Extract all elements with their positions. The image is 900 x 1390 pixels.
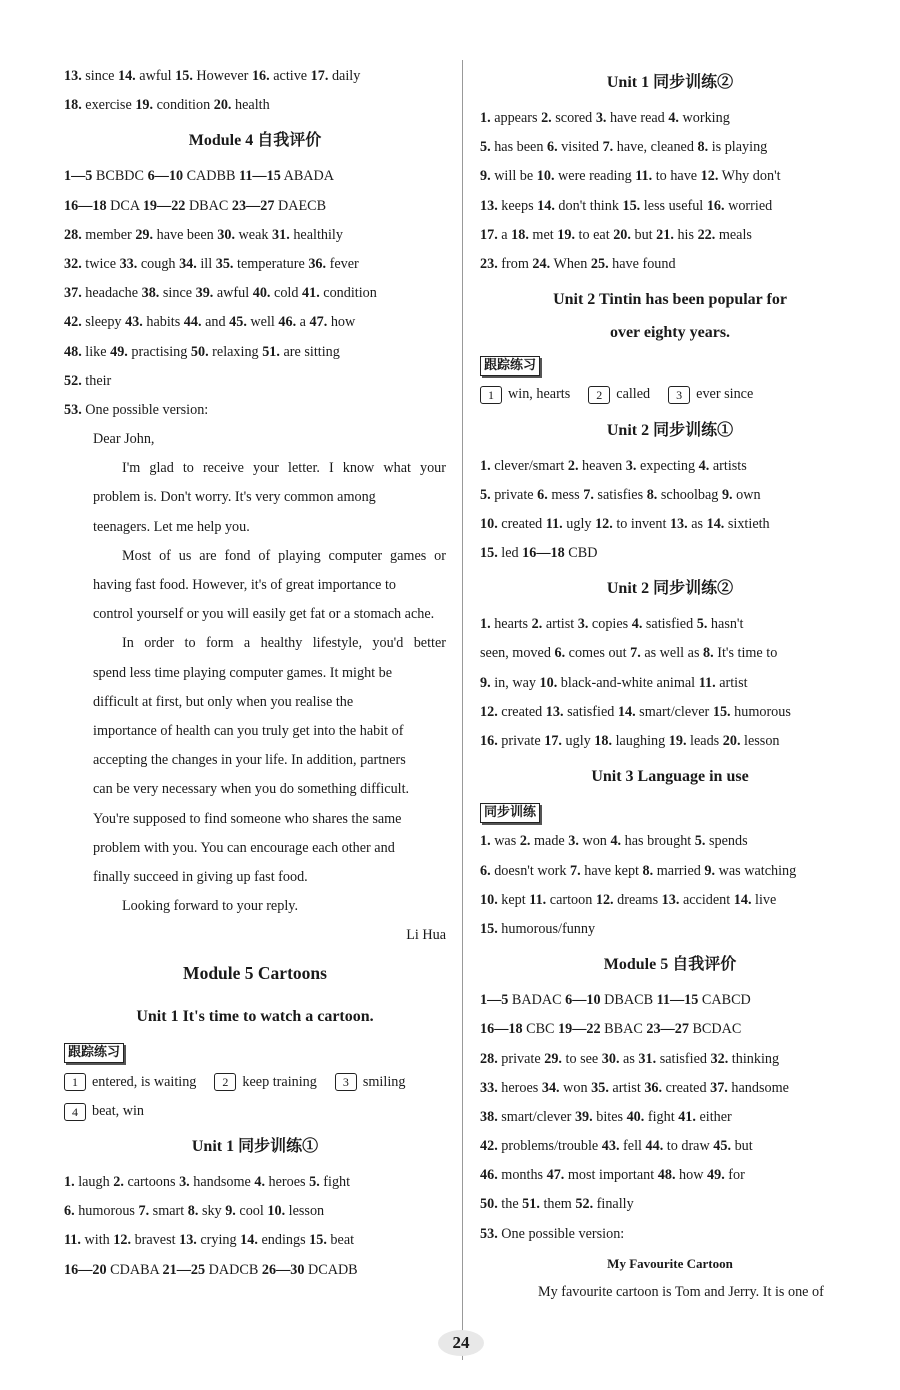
boxed-answer-text: called <box>616 386 651 403</box>
essay-line: Dear John, <box>93 431 155 448</box>
essay-line: problem is. Don't worry. It's very common among <box>93 489 376 506</box>
essay-line: difficult at first, but only when you realise the <box>93 693 354 710</box>
answer-line: 16—20 CDABA 21—25 DADCB 26—30 DCADB <box>64 1261 358 1278</box>
boxed-answer-text: beat, win <box>92 1102 145 1119</box>
boxed-answers <box>64 1068 446 1097</box>
answer-line: 10. kept 11. cartoon 12. dreams 13. accident 14. live <box>480 891 777 908</box>
answer-line: 42. problems/trouble 43. fell 44. to draw 45. but <box>480 1138 753 1155</box>
module-heading: Module 5 Cartoons <box>183 963 327 984</box>
answer-line: 23. from 24. When 25. have found <box>480 255 676 272</box>
section-heading: Module 5 自我评价 <box>603 956 737 974</box>
essay-line: problem with you. You can encourage each other and <box>93 839 395 856</box>
answer-line: 15. humorous/funny <box>480 920 596 937</box>
boxed-answer-text: entered, is waiting <box>92 1073 197 1090</box>
exercise-badge: 跟踪练习 <box>480 356 540 376</box>
answer-line: 1. hearts 2. artist 3. copies 4. satisfied 5. hasn't <box>480 616 744 633</box>
answer-line: 42. sleepy 43. habits 44. and 45. well 46. a 47. how <box>64 314 356 331</box>
section-heading: over eighty years. <box>609 324 731 342</box>
answer-line: 5. has been 6. visited 7. have, cleaned 8. is playing <box>480 139 768 156</box>
right-column <box>480 62 860 1307</box>
answer-line: 28. member 29. have been 30. weak 31. healthily <box>64 226 343 243</box>
boxed-answer-text: win, hearts <box>508 386 571 403</box>
answer-line: 13. since 14. awful 15. However 16. active 17. daily <box>64 68 361 84</box>
essay-line: teenagers. Let me help you. <box>93 518 250 535</box>
essay-title: My Favourite Cartoon <box>607 1255 733 1271</box>
answer-line: 16—18 CBC 19—22 BBAC 23—27 BCDAC <box>480 1021 742 1038</box>
section-heading: Unit 3 Language in use <box>591 768 749 786</box>
number-box: 3 <box>335 1073 357 1091</box>
boxed-answers <box>480 380 860 409</box>
answer-line: 1. laugh 2. cartoons 3. handsome 4. heroes 5. fight <box>64 1174 351 1190</box>
answer-line: 38. smart/clever 39. bites 40. fight 41. either <box>480 1108 732 1125</box>
section-heading: Unit 2 Tintin has been popular for <box>553 291 787 309</box>
essay-line: You're supposed to find someone who shares the same <box>93 810 402 827</box>
answer-line: 52. their <box>64 372 112 389</box>
exercise-badge-row <box>64 1038 446 1067</box>
column-divider <box>462 60 463 1360</box>
page-number: 24 <box>438 1330 484 1356</box>
essay-line: Most of us are fond of playing computer games or <box>122 547 446 564</box>
boxed-answer-text: smiling <box>362 1073 406 1090</box>
answer-line: 32. twice 33. cough 34. ill 35. temperature 36. fever <box>64 255 359 272</box>
essay-line: My favourite cartoon is Tom and Jerry. It is one of <box>538 1284 824 1300</box>
signature-line: Li Hua <box>406 927 446 944</box>
answer-line: 1. appears 2. scored 3. have read 4. working <box>480 110 730 126</box>
answer-line: 37. headache 38. since 39. awful 40. cold 41. condition <box>64 285 377 302</box>
left-column <box>64 62 446 1285</box>
answer-line: seen, moved 6. comes out 7. as well as 8. It's time to <box>480 645 778 662</box>
number-box: 1 <box>480 386 502 404</box>
answer-line: 18. exercise 19. condition 20. health <box>64 97 270 114</box>
answer-line: 11. with 12. bravest 13. crying 14. endings 15. beat <box>64 1232 355 1249</box>
essay-line: I'm glad to receive your letter. I know what your <box>122 460 446 477</box>
essay-line: finally succeed in giving up fast food. <box>93 868 308 885</box>
answer-line: 9. will be 10. were reading 11. to have 12. Why don't <box>480 168 781 185</box>
essay-line: can be very necessary when you do something difficult. <box>93 781 410 798</box>
section-heading: Unit 2 同步训练② <box>606 580 734 598</box>
exercise-badge: 同步训练 <box>480 803 540 823</box>
number-box: 2 <box>214 1073 236 1091</box>
answer-line: 1. was 2. made 3. won 4. has brought 5. spends <box>480 833 748 850</box>
answer-line: 13. keeps 14. don't think 15. less useful 16. worried <box>480 197 773 214</box>
answer-line: 53. One possible version: <box>64 401 209 418</box>
answer-line: 6. humorous 7. smart 8. sky 9. cool 10. lesson <box>64 1203 325 1220</box>
number-box: 4 <box>64 1103 86 1121</box>
boxed-answers <box>64 1097 446 1126</box>
answer-line: 16—18 DCA 19—22 DBAC 23—27 DAECB <box>64 197 327 214</box>
exercise-badge: 跟踪练习 <box>64 1043 124 1063</box>
number-box: 3 <box>668 386 690 404</box>
essay-line: control yourself or you will easily get fat or a stomach ache. <box>93 606 435 623</box>
essay-line: accepting the changes in your life. In addition, partners <box>93 752 406 769</box>
answer-line: 28. private 29. to see 30. as 31. satisfied 32. thinking <box>480 1050 780 1067</box>
answer-line: 12. created 13. satisfied 14. smart/clever 15. humorous <box>480 703 791 720</box>
boxed-answer-text: ever since <box>696 386 754 403</box>
number-box: 2 <box>588 386 610 404</box>
answer-line: 5. private 6. mess 7. satisfies 8. schoolbag 9. own <box>480 486 761 503</box>
essay-line: spend less time playing computer games. It might be <box>93 664 393 681</box>
answer-line: 48. like 49. practising 50. relaxing 51. are sitting <box>64 343 340 360</box>
answer-line: 1. clever/smart 2. heaven 3. expecting 4. artists <box>480 457 747 474</box>
section-heading: Module 4 自我评价 <box>188 132 322 150</box>
section-heading: Unit 1 It's time to watch a cartoon. <box>136 1008 374 1026</box>
answer-line: 10. created 11. ugly 12. to invent 13. as 14. sixtieth <box>480 515 770 532</box>
answer-line: 16. private 17. ugly 18. laughing 19. leads 20. lesson <box>480 733 780 749</box>
answer-line: 1—5 BADAC 6—10 DBACB 11—15 CABCD <box>480 992 751 1009</box>
answer-line: 50. the 51. them 52. finally <box>480 1196 634 1213</box>
answer-line: 9. in, way 10. black-and-white animal 11. artist <box>480 674 748 691</box>
answer-line: 1—5 BCBDC 6—10 CADBB 11—15 ABADA <box>64 168 335 185</box>
answer-line: 46. months 47. most important 48. how 49. for <box>480 1167 745 1184</box>
number-box: 1 <box>64 1073 86 1091</box>
boxed-answer-text: keep training <box>242 1073 317 1090</box>
essay-line: In order to form a healthy lifestyle, you'd better <box>122 635 446 652</box>
answer-line: 33. heroes 34. won 35. artist 36. created 37. handsome <box>480 1079 789 1096</box>
answer-line: 53. One possible version: <box>480 1225 625 1242</box>
section-heading: Unit 1 同步训练② <box>606 74 734 91</box>
essay-line: Looking forward to your reply. <box>122 898 298 915</box>
answer-line: 15. led 16—18 CBD <box>480 545 598 562</box>
section-heading: Unit 2 同步训练① <box>606 421 734 439</box>
answer-line: 6. doesn't work 7. have kept 8. married 9. was watching <box>480 862 797 879</box>
exercise-badge-row <box>480 798 860 827</box>
essay-line: importance of health can you truly get into the habit of <box>93 722 404 739</box>
answer-line: 17. a 18. met 19. to eat 20. but 21. his 22. meals <box>480 226 752 243</box>
essay-line: having fast food. However, it's of great importance to <box>93 577 396 593</box>
exercise-badge-row <box>480 351 860 380</box>
section-heading: Unit 1 同步训练① <box>191 1138 319 1155</box>
